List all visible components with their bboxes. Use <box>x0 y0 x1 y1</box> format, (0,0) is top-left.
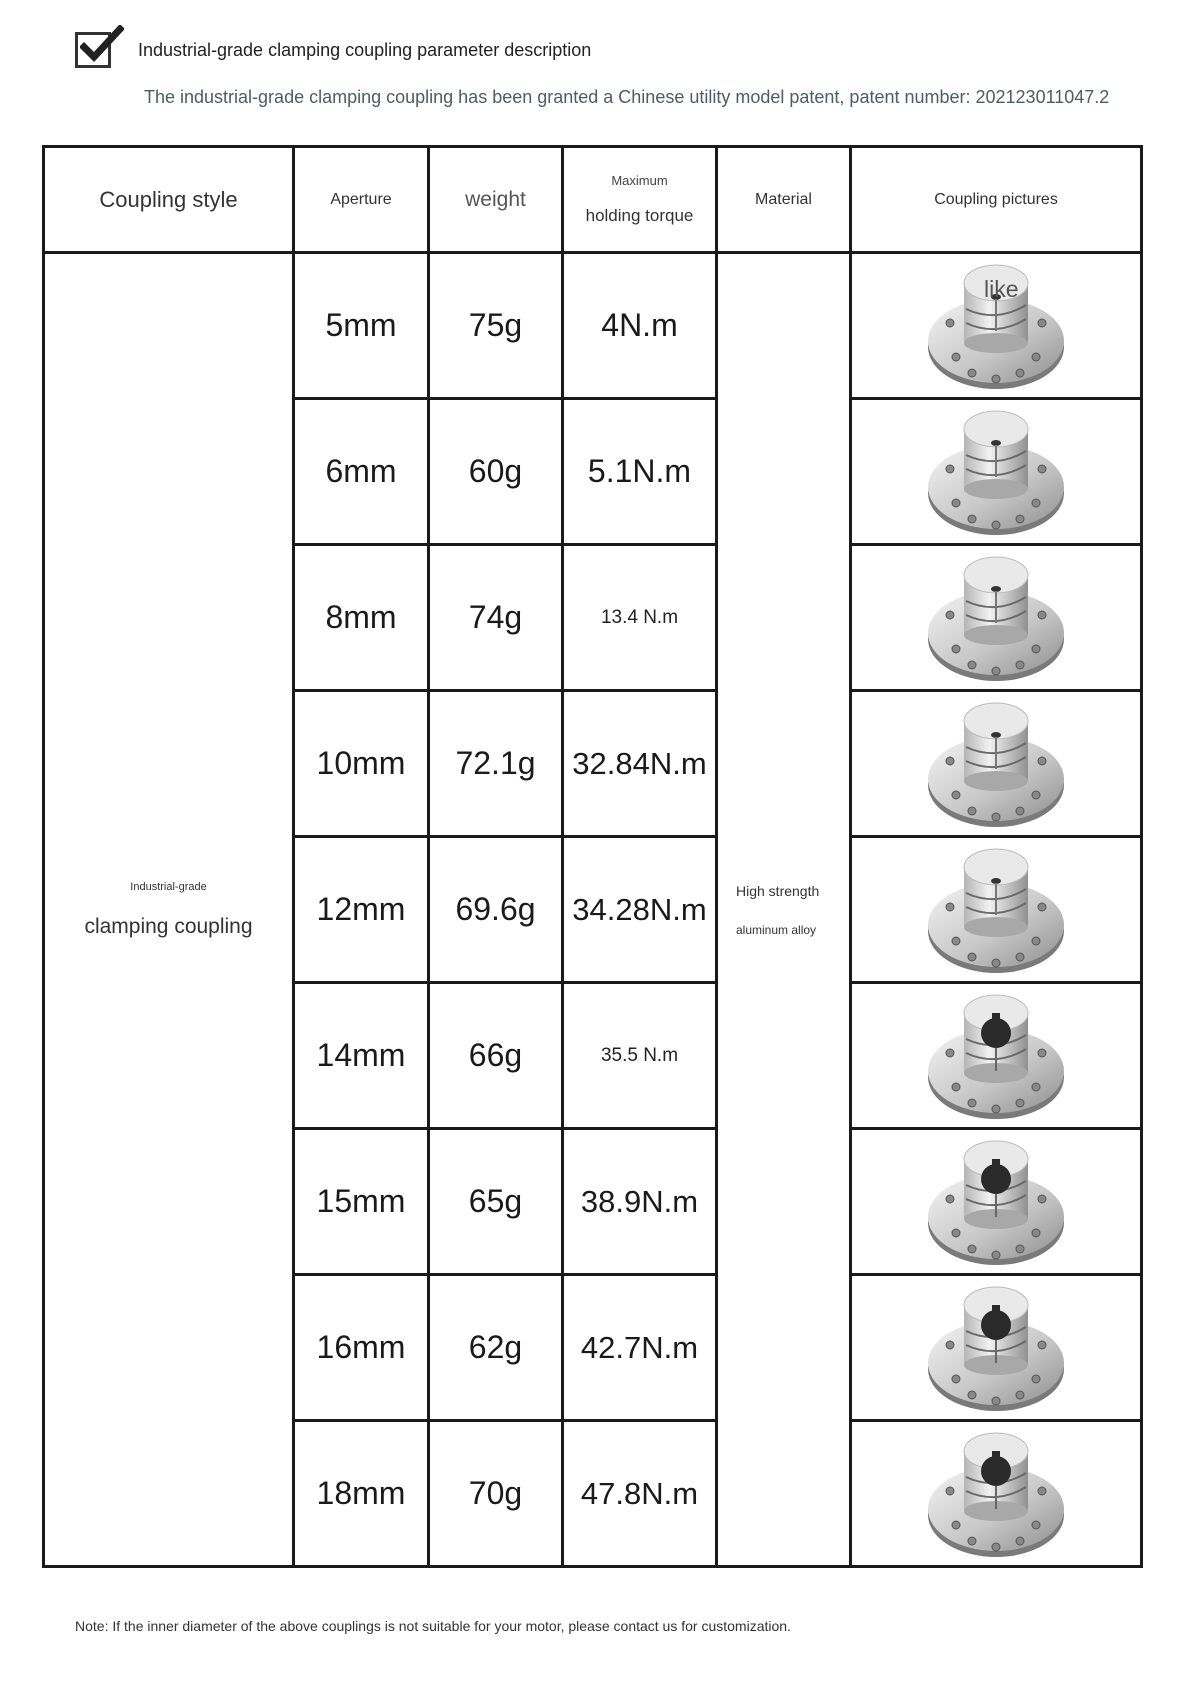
column-header-aperture: Aperture <box>294 147 429 253</box>
weight-cell: 60g <box>429 399 563 545</box>
style-line-1: Industrial-grade <box>130 880 207 893</box>
weight-cell: 72.1g <box>429 691 563 837</box>
column-header-torque: Maximum holding torque <box>563 147 717 253</box>
aperture-cell: 18mm <box>294 1421 429 1567</box>
aperture-cell: 14mm <box>294 983 429 1129</box>
weight-cell: 69.6g <box>429 837 563 983</box>
torque-cell: 47.8N.m <box>563 1421 717 1567</box>
torque-cell: 35.5 N.m <box>563 983 717 1129</box>
checkbox-checked-icon <box>75 32 111 68</box>
torque-cell: 5.1N.m <box>563 399 717 545</box>
aperture-cell: 10mm <box>294 691 429 837</box>
table-header-row <box>44 147 1142 253</box>
picture-cell <box>851 837 1142 983</box>
aperture-cell: 15mm <box>294 1129 429 1275</box>
picture-cell <box>851 253 1142 399</box>
aperture-cell: 12mm <box>294 837 429 983</box>
torque-cell: 42.7N.m <box>563 1275 717 1421</box>
weight-cell: 62g <box>429 1275 563 1421</box>
coupling-photo <box>926 1283 1066 1413</box>
picture-cell <box>851 1275 1142 1421</box>
coupling-style-cell <box>44 253 294 1567</box>
weight-cell: 70g <box>429 1421 563 1567</box>
material-cell <box>717 253 851 1567</box>
aperture-cell: 8mm <box>294 545 429 691</box>
material-line-1: High strength <box>736 882 820 899</box>
picture-cell <box>851 1129 1142 1275</box>
page-title: Industrial-grade clamping coupling parameter description <box>138 40 592 60</box>
column-header-style: Coupling style <box>44 147 294 253</box>
customization-note: Note: If the inner diameter of the above couplings is not suitable for your motor, please contact us for customization. <box>75 1618 791 1634</box>
picture-cell <box>851 545 1142 691</box>
torque-cell: 38.9N.m <box>563 1129 717 1275</box>
header <box>0 0 1180 140</box>
torque-cell: 34.28N.m <box>563 837 717 983</box>
coupling-photo <box>926 1429 1066 1559</box>
coupling-photo <box>926 1137 1066 1267</box>
weight-cell: 74g <box>429 545 563 691</box>
aperture-cell: 5mm <box>294 253 429 399</box>
weight-cell: 65g <box>429 1129 563 1275</box>
coupling-photo <box>926 699 1066 829</box>
picture-cell <box>851 399 1142 545</box>
patent-subtitle: The industrial-grade clamping coupling has been granted a Chinese utility model patent, patent number: 202123011047.2 <box>144 87 1110 107</box>
column-header-weight: weight <box>429 147 563 253</box>
column-header-pictures: Coupling pictures <box>851 147 1142 253</box>
picture-label: like <box>984 276 1019 302</box>
coupling-photo <box>926 991 1066 1121</box>
aperture-cell: 6mm <box>294 399 429 545</box>
coupling-photo <box>926 407 1066 537</box>
coupling-photo <box>926 845 1066 975</box>
picture-cell <box>851 691 1142 837</box>
parameter-table <box>42 145 1143 1568</box>
weight-cell: 75g <box>429 253 563 399</box>
table-row <box>44 253 1142 399</box>
torque-cell: 13.4 N.m <box>563 545 717 691</box>
picture-cell <box>851 983 1142 1129</box>
torque-cell: 32.84N.m <box>563 691 717 837</box>
column-header-material: Material <box>717 147 851 253</box>
coupling-photo <box>926 553 1066 683</box>
style-line-2: clamping coupling <box>84 914 253 938</box>
material-line-2: aluminum alloy <box>736 922 817 937</box>
weight-cell: 66g <box>429 983 563 1129</box>
picture-cell <box>851 1421 1142 1567</box>
torque-cell: 4N.m <box>563 253 717 399</box>
aperture-cell: 16mm <box>294 1275 429 1421</box>
